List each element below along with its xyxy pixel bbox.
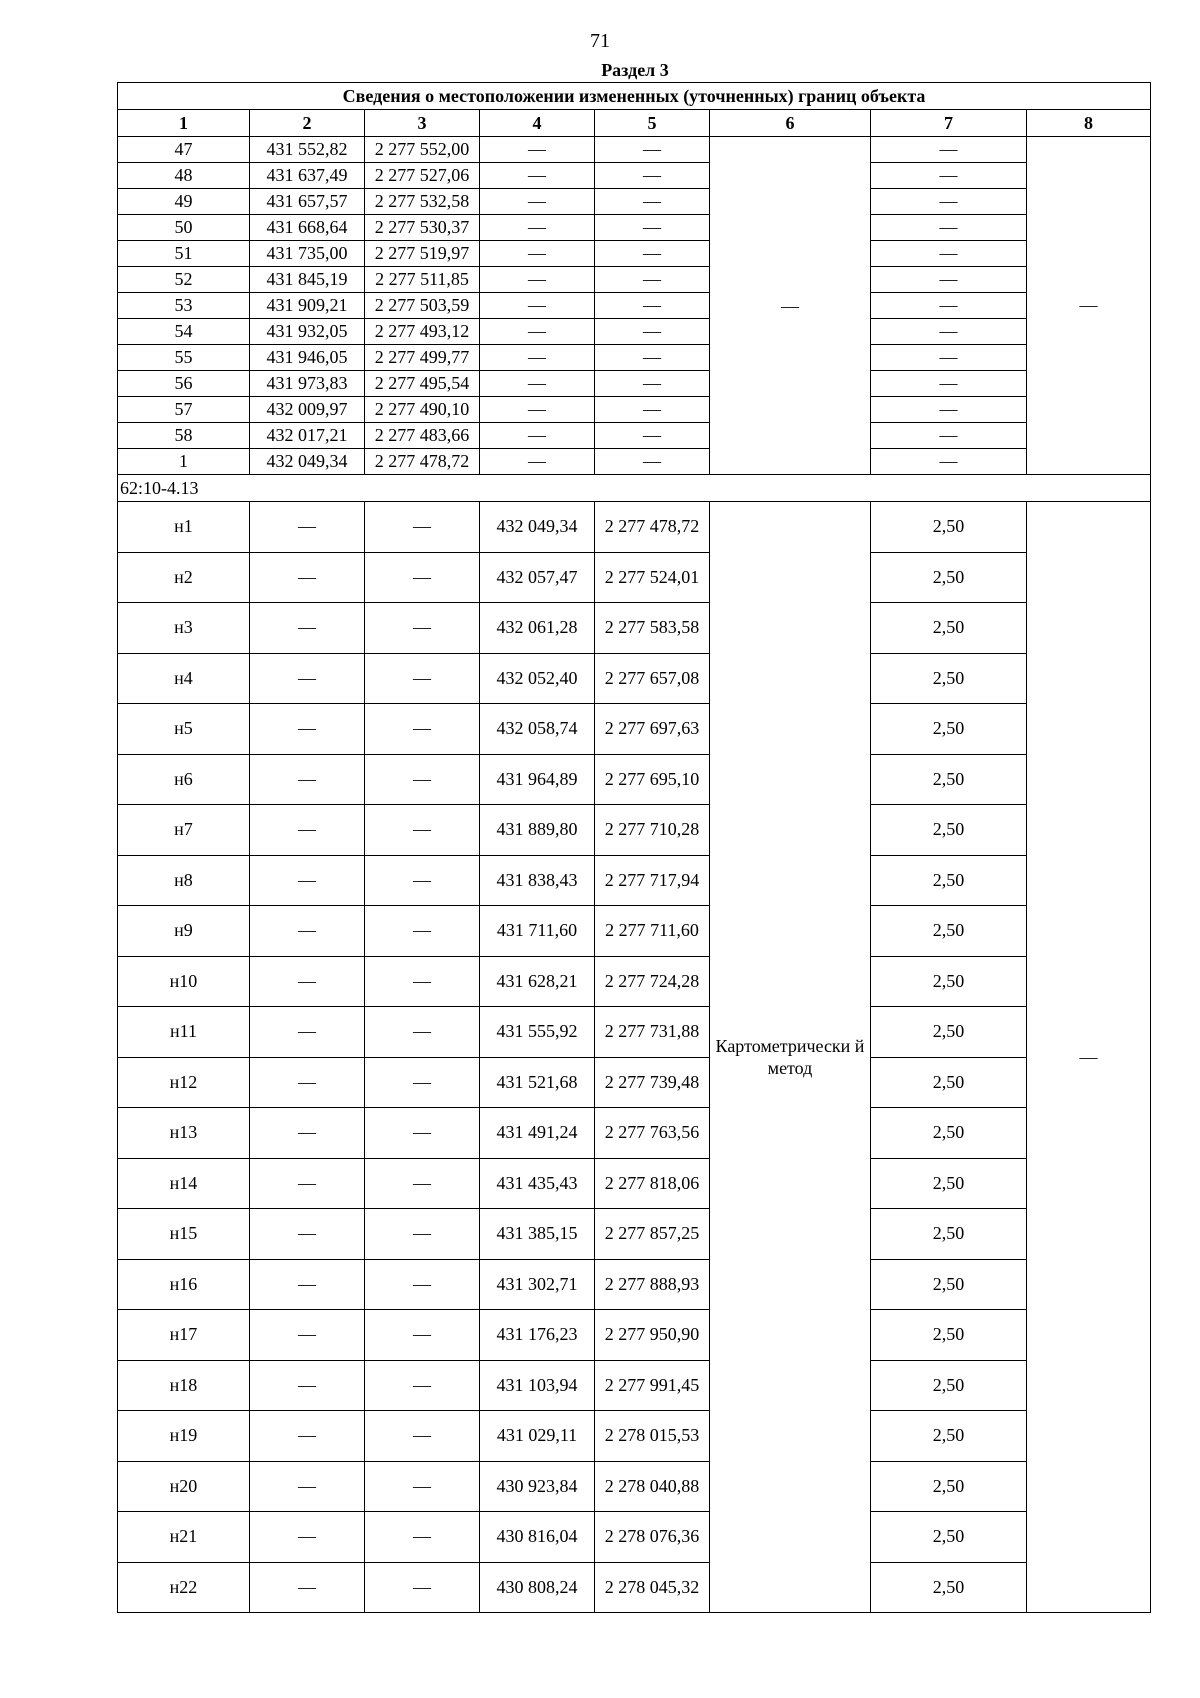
point-number-cell: 54 [118, 319, 250, 345]
existing-y-cell: 2 277 503,59 [365, 293, 480, 319]
table-row [118, 653, 1151, 704]
point-number-cell: н22 [118, 1562, 250, 1613]
table-row [118, 1158, 1151, 1209]
table-row [118, 1209, 1151, 1260]
new-x-cell: — [480, 319, 595, 345]
point-number-cell: 51 [118, 241, 250, 267]
existing-x-cell: — [250, 1360, 365, 1411]
point-number-cell: 47 [118, 137, 250, 163]
table-row [118, 267, 1151, 293]
existing-x-cell: 432 009,97 [250, 397, 365, 423]
new-x-cell: 430 816,04 [480, 1512, 595, 1563]
point-number-cell: н3 [118, 603, 250, 654]
accuracy-cell: — [871, 345, 1027, 371]
accuracy-cell: 2,50 [871, 704, 1027, 755]
accuracy-cell: 2,50 [871, 906, 1027, 957]
existing-y-cell: — [365, 653, 480, 704]
table-row [118, 423, 1151, 449]
new-y-cell: — [595, 189, 710, 215]
existing-x-cell: — [250, 1259, 365, 1310]
new-x-cell: 431 628,21 [480, 956, 595, 1007]
table-row [118, 1411, 1151, 1462]
existing-x-cell: 431 637,49 [250, 163, 365, 189]
table-row [118, 1461, 1151, 1512]
existing-x-cell: — [250, 704, 365, 755]
point-number-cell: н10 [118, 956, 250, 1007]
accuracy-cell: 2,50 [871, 956, 1027, 1007]
existing-y-cell: — [365, 906, 480, 957]
existing-x-cell: 431 657,57 [250, 189, 365, 215]
existing-x-cell: — [250, 1461, 365, 1512]
accuracy-cell: 2,50 [871, 1158, 1027, 1209]
new-x-cell: 431 385,15 [480, 1209, 595, 1260]
new-y-cell: 2 277 991,45 [595, 1360, 710, 1411]
existing-y-cell: — [365, 855, 480, 906]
column-number: 2 [250, 110, 365, 137]
accuracy-cell: — [871, 397, 1027, 423]
table-row [118, 805, 1151, 856]
table-row [118, 1310, 1151, 1361]
existing-y-cell: 2 277 530,37 [365, 215, 480, 241]
accuracy-cell: — [871, 137, 1027, 163]
existing-x-cell: — [250, 552, 365, 603]
table-row [118, 345, 1151, 371]
new-y-cell: — [595, 449, 710, 475]
table-row [118, 293, 1151, 319]
accuracy-cell: 2,50 [871, 603, 1027, 654]
note-cell: — [1027, 502, 1151, 1613]
column-numbers-row [118, 110, 1151, 137]
point-number-cell: н6 [118, 754, 250, 805]
existing-x-cell: — [250, 956, 365, 1007]
existing-x-cell: 432 049,34 [250, 449, 365, 475]
column-number: 7 [871, 110, 1027, 137]
existing-x-cell: — [250, 603, 365, 654]
point-number-cell: н13 [118, 1108, 250, 1159]
column-number: 6 [710, 110, 871, 137]
point-number-cell: 58 [118, 423, 250, 449]
accuracy-cell: 2,50 [871, 1310, 1027, 1361]
new-x-cell: 430 923,84 [480, 1461, 595, 1512]
parcel-subheading-row [118, 475, 1151, 502]
point-number-cell: 52 [118, 267, 250, 293]
existing-x-cell: 431 552,82 [250, 137, 365, 163]
point-number-cell: н1 [118, 502, 250, 553]
existing-y-cell: — [365, 956, 480, 1007]
accuracy-cell: — [871, 371, 1027, 397]
new-x-cell: — [480, 345, 595, 371]
existing-x-cell: — [250, 1108, 365, 1159]
accuracy-cell: 2,50 [871, 502, 1027, 553]
existing-x-cell: — [250, 1310, 365, 1361]
accuracy-cell: 2,50 [871, 653, 1027, 704]
existing-y-cell: — [365, 1108, 480, 1159]
new-y-cell: 2 278 045,32 [595, 1562, 710, 1613]
accuracy-cell: 2,50 [871, 1057, 1027, 1108]
new-y-cell: — [595, 163, 710, 189]
accuracy-cell: 2,50 [871, 855, 1027, 906]
new-y-cell: 2 277 717,94 [595, 855, 710, 906]
table-row [118, 552, 1151, 603]
accuracy-cell: 2,50 [871, 1360, 1027, 1411]
new-x-cell: 431 435,43 [480, 1158, 595, 1209]
new-y-cell: 2 278 015,53 [595, 1411, 710, 1462]
existing-x-cell: 431 973,83 [250, 371, 365, 397]
column-number: 3 [365, 110, 480, 137]
accuracy-cell: 2,50 [871, 1461, 1027, 1512]
accuracy-cell: — [871, 189, 1027, 215]
new-x-cell: — [480, 371, 595, 397]
existing-y-cell: 2 277 532,58 [365, 189, 480, 215]
point-number-cell: н20 [118, 1461, 250, 1512]
new-x-cell: 431 838,43 [480, 855, 595, 906]
new-y-cell: 2 277 710,28 [595, 805, 710, 856]
new-x-cell: 431 964,89 [480, 754, 595, 805]
new-x-cell: — [480, 137, 595, 163]
new-y-cell: 2 277 583,58 [595, 603, 710, 654]
accuracy-cell: — [871, 293, 1027, 319]
existing-y-cell: — [365, 1007, 480, 1058]
point-number-cell: 57 [118, 397, 250, 423]
accuracy-cell: 2,50 [871, 1512, 1027, 1563]
new-y-cell: 2 277 697,63 [595, 704, 710, 755]
table-row [118, 449, 1151, 475]
new-x-cell: — [480, 163, 595, 189]
new-y-cell: 2 277 818,06 [595, 1158, 710, 1209]
table-row [118, 1512, 1151, 1563]
boundary-coordinates-table [117, 82, 1151, 1613]
existing-y-cell: 2 277 495,54 [365, 371, 480, 397]
existing-y-cell: — [365, 1360, 480, 1411]
point-number-cell: н5 [118, 704, 250, 755]
existing-x-cell: — [250, 1158, 365, 1209]
existing-y-cell: — [365, 1461, 480, 1512]
existing-x-cell: — [250, 906, 365, 957]
existing-y-cell: — [365, 1310, 480, 1361]
parcel-number: 62:10-4.13 [118, 475, 1151, 502]
table-row [118, 906, 1151, 957]
point-number-cell: н14 [118, 1158, 250, 1209]
existing-x-cell: — [250, 754, 365, 805]
new-x-cell: — [480, 449, 595, 475]
new-y-cell: 2 277 524,01 [595, 552, 710, 603]
point-number-cell: н17 [118, 1310, 250, 1361]
point-number-cell: н2 [118, 552, 250, 603]
existing-y-cell: 2 277 519,97 [365, 241, 480, 267]
accuracy-cell: 2,50 [871, 1259, 1027, 1310]
new-x-cell: 431 521,68 [480, 1057, 595, 1108]
new-y-cell: 2 277 739,48 [595, 1057, 710, 1108]
existing-y-cell: 2 277 493,12 [365, 319, 480, 345]
new-y-cell: — [595, 137, 710, 163]
table-row [118, 163, 1151, 189]
point-number-cell: н8 [118, 855, 250, 906]
point-number-cell: 55 [118, 345, 250, 371]
existing-y-cell: — [365, 1057, 480, 1108]
table-row [118, 1562, 1151, 1613]
new-x-cell: 431 711,60 [480, 906, 595, 957]
method-cell: Картометрически й метод [710, 502, 871, 1613]
new-y-cell: 2 277 857,25 [595, 1209, 710, 1260]
table-row [118, 1259, 1151, 1310]
new-y-cell: 2 278 076,36 [595, 1512, 710, 1563]
existing-x-cell: — [250, 653, 365, 704]
new-x-cell: — [480, 423, 595, 449]
new-x-cell: 432 058,74 [480, 704, 595, 755]
new-x-cell: — [480, 189, 595, 215]
table-row [118, 371, 1151, 397]
point-number-cell: н16 [118, 1259, 250, 1310]
existing-y-cell: — [365, 552, 480, 603]
existing-y-cell: — [365, 502, 480, 553]
new-y-cell: — [595, 293, 710, 319]
new-x-cell: — [480, 293, 595, 319]
table-row [118, 319, 1151, 345]
accuracy-cell: — [871, 423, 1027, 449]
new-x-cell: 431 029,11 [480, 1411, 595, 1462]
existing-x-cell: 431 932,05 [250, 319, 365, 345]
new-x-cell: 431 103,94 [480, 1360, 595, 1411]
existing-x-cell: — [250, 1512, 365, 1563]
new-x-cell: — [480, 215, 595, 241]
note-cell: — [1027, 137, 1151, 475]
new-y-cell: 2 277 724,28 [595, 956, 710, 1007]
existing-x-cell: — [250, 1209, 365, 1260]
accuracy-cell: 2,50 [871, 1411, 1027, 1462]
table-row [118, 397, 1151, 423]
point-number-cell: 56 [118, 371, 250, 397]
new-y-cell: — [595, 423, 710, 449]
existing-y-cell: 2 277 499,77 [365, 345, 480, 371]
accuracy-cell: — [871, 267, 1027, 293]
column-number: 8 [1027, 110, 1151, 137]
new-y-cell: 2 277 950,90 [595, 1310, 710, 1361]
table-row [118, 704, 1151, 755]
new-y-cell: — [595, 371, 710, 397]
point-number-cell: н4 [118, 653, 250, 704]
point-number-cell: 48 [118, 163, 250, 189]
existing-y-cell: 2 277 552,00 [365, 137, 480, 163]
new-y-cell: — [595, 397, 710, 423]
point-number-cell: н9 [118, 906, 250, 957]
point-number-cell: 50 [118, 215, 250, 241]
existing-x-cell: — [250, 855, 365, 906]
existing-y-cell: 2 277 511,85 [365, 267, 480, 293]
existing-x-cell: — [250, 1057, 365, 1108]
accuracy-cell: — [871, 215, 1027, 241]
existing-x-cell: — [250, 1411, 365, 1462]
point-number-cell: н19 [118, 1411, 250, 1462]
existing-y-cell: — [365, 805, 480, 856]
new-x-cell: 431 176,23 [480, 1310, 595, 1361]
new-y-cell: 2 277 888,93 [595, 1259, 710, 1310]
new-x-cell: 432 049,34 [480, 502, 595, 553]
new-y-cell: 2 277 763,56 [595, 1108, 710, 1159]
accuracy-cell: 2,50 [871, 805, 1027, 856]
method-cell: — [710, 137, 871, 475]
new-x-cell: 431 555,92 [480, 1007, 595, 1058]
accuracy-cell: 2,50 [871, 1007, 1027, 1058]
column-number: 4 [480, 110, 595, 137]
new-y-cell: — [595, 345, 710, 371]
point-number-cell: 53 [118, 293, 250, 319]
point-number-cell: н21 [118, 1512, 250, 1563]
table-row [118, 1108, 1151, 1159]
new-y-cell: 2 277 695,10 [595, 754, 710, 805]
new-x-cell: 431 491,24 [480, 1108, 595, 1159]
existing-y-cell: 2 277 483,66 [365, 423, 480, 449]
table-caption: Сведения о местоположении измененных (уточненных) границ объекта [118, 83, 1151, 110]
accuracy-cell: 2,50 [871, 1562, 1027, 1613]
point-number-cell: н12 [118, 1057, 250, 1108]
existing-y-cell: — [365, 1259, 480, 1310]
new-y-cell: 2 277 657,08 [595, 653, 710, 704]
existing-y-cell: 2 277 527,06 [365, 163, 480, 189]
new-y-cell: — [595, 267, 710, 293]
accuracy-cell: 2,50 [871, 552, 1027, 603]
existing-x-cell: — [250, 805, 365, 856]
existing-x-cell: 431 845,19 [250, 267, 365, 293]
table-row [118, 137, 1151, 163]
column-number: 5 [595, 110, 710, 137]
table-row [118, 1360, 1151, 1411]
existing-x-cell: 432 017,21 [250, 423, 365, 449]
table-row [118, 189, 1151, 215]
table-row [118, 603, 1151, 654]
new-y-cell: 2 278 040,88 [595, 1461, 710, 1512]
point-number-cell: н18 [118, 1360, 250, 1411]
table-row [118, 1057, 1151, 1108]
accuracy-cell: — [871, 319, 1027, 345]
existing-y-cell: 2 277 478,72 [365, 449, 480, 475]
existing-y-cell: — [365, 603, 480, 654]
new-x-cell: 432 057,47 [480, 552, 595, 603]
new-x-cell: 431 889,80 [480, 805, 595, 856]
existing-x-cell: — [250, 1562, 365, 1613]
existing-x-cell: 431 735,00 [250, 241, 365, 267]
table-row [118, 502, 1151, 553]
new-x-cell: 430 808,24 [480, 1562, 595, 1613]
existing-y-cell: — [365, 754, 480, 805]
existing-y-cell: — [365, 1411, 480, 1462]
accuracy-cell: — [871, 241, 1027, 267]
table-row [118, 855, 1151, 906]
new-y-cell: — [595, 241, 710, 267]
accuracy-cell: 2,50 [871, 754, 1027, 805]
existing-x-cell: — [250, 1007, 365, 1058]
new-y-cell: 2 277 478,72 [595, 502, 710, 553]
point-number-cell: 1 [118, 449, 250, 475]
point-number-cell: н11 [118, 1007, 250, 1058]
new-y-cell: — [595, 215, 710, 241]
new-x-cell: — [480, 241, 595, 267]
table-row [118, 956, 1151, 1007]
new-x-cell: — [480, 397, 595, 423]
existing-y-cell: — [365, 1512, 480, 1563]
new-y-cell: 2 277 711,60 [595, 906, 710, 957]
column-number: 1 [118, 110, 250, 137]
point-number-cell: 49 [118, 189, 250, 215]
new-x-cell: 432 052,40 [480, 653, 595, 704]
table-row [118, 215, 1151, 241]
accuracy-cell: — [871, 449, 1027, 475]
new-x-cell: 432 061,28 [480, 603, 595, 654]
table-row [118, 1007, 1151, 1058]
accuracy-cell: 2,50 [871, 1209, 1027, 1260]
table-row [118, 754, 1151, 805]
existing-x-cell: 431 668,64 [250, 215, 365, 241]
table-row [118, 241, 1151, 267]
existing-x-cell: — [250, 502, 365, 553]
point-number-cell: н15 [118, 1209, 250, 1260]
page-number: 71 [590, 30, 610, 52]
new-y-cell: — [595, 319, 710, 345]
section-title: Раздел 3 [601, 60, 669, 80]
point-number-cell: н7 [118, 805, 250, 856]
existing-y-cell: — [365, 1158, 480, 1209]
existing-x-cell: 431 909,21 [250, 293, 365, 319]
existing-x-cell: 431 946,05 [250, 345, 365, 371]
new-x-cell: 431 302,71 [480, 1259, 595, 1310]
existing-y-cell: — [365, 704, 480, 755]
new-x-cell: — [480, 267, 595, 293]
accuracy-cell: — [871, 163, 1027, 189]
accuracy-cell: 2,50 [871, 1108, 1027, 1159]
existing-y-cell: — [365, 1209, 480, 1260]
existing-y-cell: — [365, 1562, 480, 1613]
existing-y-cell: 2 277 490,10 [365, 397, 480, 423]
new-y-cell: 2 277 731,88 [595, 1007, 710, 1058]
